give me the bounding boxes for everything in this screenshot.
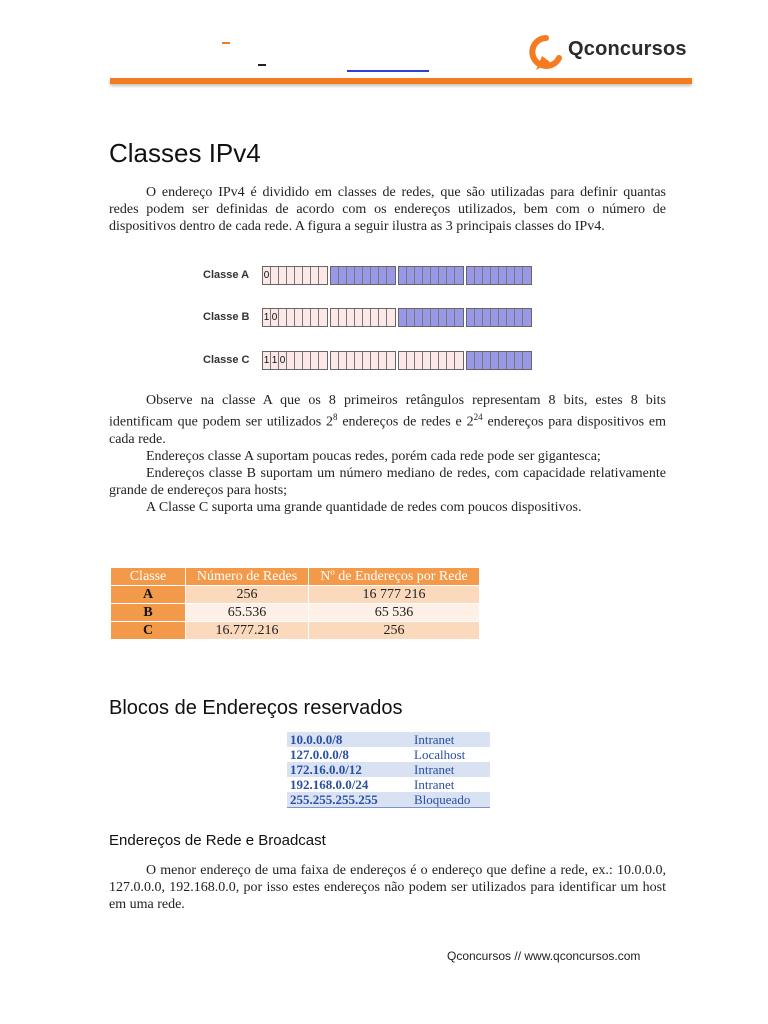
classes-table-header (111, 568, 480, 586)
network-bit (355, 352, 363, 369)
header-dash (258, 64, 266, 66)
octet-group (398, 308, 464, 327)
network-bit (423, 352, 431, 369)
host-bit (475, 267, 483, 284)
host-bit (407, 267, 415, 284)
host-bit (363, 267, 371, 284)
figure-class-label: Classe C (203, 354, 250, 366)
network-bit (303, 352, 311, 369)
host-bit (483, 309, 491, 326)
network-bit (439, 352, 447, 369)
header-bar (110, 78, 692, 84)
network-bit (355, 309, 363, 326)
host-bit (347, 267, 355, 284)
table-row: B 65.536 65 536 (111, 604, 480, 622)
network-bit (331, 309, 339, 326)
network-bit (311, 267, 319, 284)
host-bit (507, 352, 515, 369)
network-bit (339, 352, 347, 369)
network-bit: 0 (279, 352, 287, 369)
octet-group (262, 351, 328, 370)
octet-group (466, 266, 532, 285)
table-row: 255.255.255.255 Bloqueado (287, 792, 490, 808)
reserved-title: Blocos de Endereços reservados (109, 697, 403, 719)
logo-text: Qconcursos (568, 38, 687, 60)
octet-group (466, 308, 532, 327)
host-bit (523, 352, 531, 369)
host-bit (515, 309, 523, 326)
table-row: 127.0.0.0/8 Localhost (290, 747, 466, 762)
host-bit (379, 267, 387, 284)
classes-table (110, 567, 480, 640)
network-bit (387, 309, 395, 326)
host-bit (507, 267, 515, 284)
host-bit (491, 309, 499, 326)
host-bit (399, 267, 407, 284)
table-row: C 16.777.216 256 (111, 622, 480, 640)
host-bit (499, 267, 507, 284)
col-enderecos-rede: Nº de Endereços por Rede (309, 568, 480, 586)
host-bit (447, 309, 455, 326)
network-bit (347, 352, 355, 369)
network-bit (311, 352, 319, 369)
network-bit (303, 267, 311, 284)
host-bit (491, 267, 499, 284)
col-numero-redes: Número de Redes (186, 568, 309, 586)
col-classe: Classe (111, 568, 186, 586)
network-bit (279, 309, 287, 326)
host-bit (339, 267, 347, 284)
host-bit (423, 309, 431, 326)
page-title: Classes IPv4 (109, 138, 261, 168)
host-bit (439, 309, 447, 326)
network-bit (311, 309, 319, 326)
broadcast-paragraph: O menor endereço de uma faixa de endereços é o endereço que define a rede, ex.: 10.0.0.0, 127.0.0.0, 192.168.0.0, por isso estes endereços não podem ser utilizados para identificar um host em uma rede. (109, 863, 666, 912)
network-bit (287, 309, 295, 326)
host-bit (475, 309, 483, 326)
network-bit (447, 352, 455, 369)
octet-group (330, 351, 396, 370)
network-bit (287, 267, 295, 284)
table-row: 192.168.0.0/24 Intranet (290, 777, 455, 792)
figure-bit-row (262, 351, 534, 370)
host-bit (483, 267, 491, 284)
network-bit (271, 267, 279, 284)
host-bit (371, 267, 379, 284)
host-bit (499, 309, 507, 326)
network-bit (295, 267, 303, 284)
body-p2: Endereços classe A suportam poucas redes, porém cada rede pode ser gigantesca; (146, 448, 601, 464)
network-bit (295, 352, 303, 369)
network-bit (415, 352, 423, 369)
table-row: A 256 16 777 216 (111, 586, 480, 604)
network-bit (399, 352, 407, 369)
octet-group (262, 266, 328, 285)
header-orange-dash (222, 42, 230, 44)
octet-group (398, 266, 464, 285)
header-link-underline[interactable] (347, 70, 429, 72)
qconcursos-logo-icon (526, 32, 566, 76)
network-bit: 0 (263, 267, 271, 284)
host-bit (467, 309, 475, 326)
network-bit (319, 352, 327, 369)
octet-group (330, 308, 396, 327)
network-bit (279, 267, 287, 284)
host-bit (483, 352, 491, 369)
host-bit (475, 352, 483, 369)
host-bit (491, 352, 499, 369)
host-bit (415, 309, 423, 326)
network-bit (371, 352, 379, 369)
host-bit (407, 309, 415, 326)
network-bit (319, 309, 327, 326)
network-bit (319, 267, 327, 284)
host-bit (499, 352, 507, 369)
network-bit (371, 309, 379, 326)
network-bit (303, 309, 311, 326)
octet-group (330, 266, 396, 285)
host-bit (355, 267, 363, 284)
host-bit (399, 309, 407, 326)
network-bit (287, 352, 295, 369)
network-bit (339, 309, 347, 326)
network-bit: 0 (271, 309, 279, 326)
host-bit (387, 267, 395, 284)
body-p4: A Classe C suporta uma grande quantidade de redes com poucos dispositivos. (146, 499, 582, 515)
figure-class-label: Classe B (203, 311, 250, 323)
qconcursos-logo[interactable] (526, 32, 696, 76)
octet-group (398, 351, 464, 370)
host-bit (515, 267, 523, 284)
network-bit (431, 352, 439, 369)
table-row: 172.16.0.0/12 Intranet (287, 762, 490, 777)
figure-bit-row (262, 308, 534, 327)
body-p1: Observe na classe A que os 8 primeiros retângulos representam 8 bits, estes 8 bits identificam que podem ser utilizados $2^8$ endereços de redes e $2^{24}$ endereços para dispositivos em cada rede. (109, 393, 667, 447)
host-bit (331, 267, 339, 284)
network-bit (387, 352, 395, 369)
octet-group (466, 351, 532, 370)
body-p3: Endereços classe B suportam um número mediano de redes, com capacidade relativamente grande de endereços para hosts; (109, 465, 666, 498)
network-bit (407, 352, 415, 369)
footer: Qconcursos // www.qconcursos.com (447, 949, 641, 963)
host-bit (467, 352, 475, 369)
intro-paragraph: O endereço IPv4 é dividido em classes de redes, que são utilizadas para definir quantas redes podem ser definidas de acordo com os endereços utilizados, bem com o número de dispositivos dentro de cada rede. A figura a seguir ilustra as 3 principais classes do IPv4. (109, 185, 666, 234)
network-bit (347, 309, 355, 326)
network-bit (363, 352, 371, 369)
host-bit (415, 267, 423, 284)
network-bit: 1 (263, 309, 271, 326)
host-bit (523, 309, 531, 326)
network-bit (295, 309, 303, 326)
table-row: 10.0.0.0/8 Intranet (287, 732, 490, 747)
network-bit (363, 309, 371, 326)
host-bit (439, 267, 447, 284)
ipv4-classes-figure (200, 262, 580, 372)
host-bit (523, 267, 531, 284)
broadcast-title: Endereços de Rede e Broadcast (109, 832, 326, 849)
host-bit (455, 267, 463, 284)
figure-class-label: Classe A (203, 269, 250, 281)
network-bit: 1 (271, 352, 279, 369)
host-bit (507, 309, 515, 326)
host-bit (515, 352, 523, 369)
host-bit (455, 309, 463, 326)
network-bit (455, 352, 463, 369)
figure-bit-row (262, 266, 534, 285)
network-bit: 1 (263, 352, 271, 369)
octet-group (262, 308, 328, 327)
host-bit (423, 267, 431, 284)
host-bit (447, 267, 455, 284)
host-bit (431, 309, 439, 326)
reserved-table (287, 732, 490, 808)
host-bit (467, 267, 475, 284)
body-text (109, 392, 666, 516)
network-bit (331, 352, 339, 369)
host-bit (431, 267, 439, 284)
network-bit (379, 309, 387, 326)
network-bit (379, 352, 387, 369)
